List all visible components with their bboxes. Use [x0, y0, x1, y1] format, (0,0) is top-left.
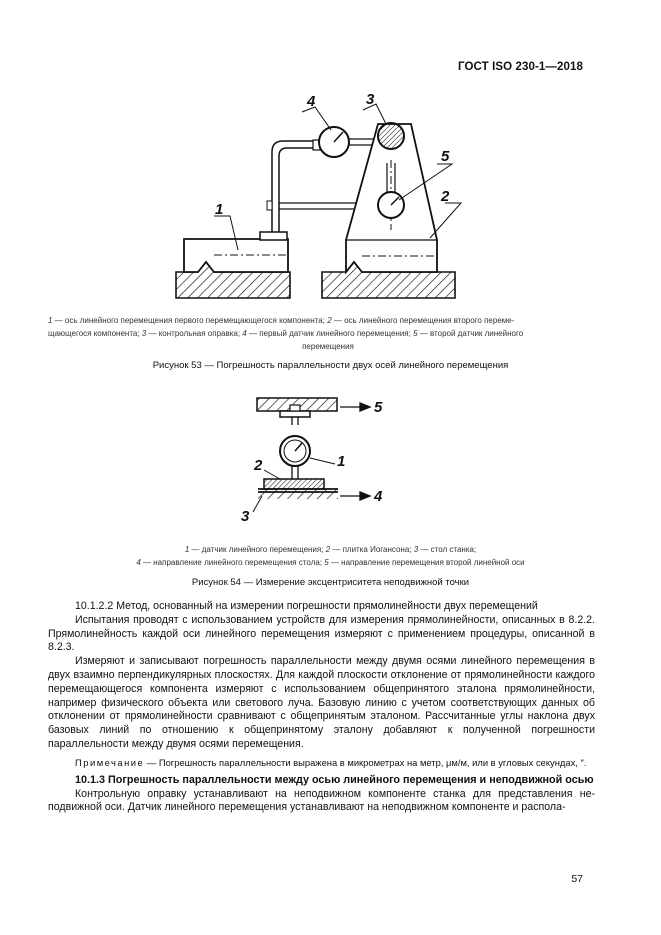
- fig54-label-1: 1: [337, 453, 346, 470]
- paragraph-3: Контрольную оправку устанавливают на неподвижном компоненте станка для представления неподвижной оси. Датчик линейного перемещения устанавливают на неподвижном компоненте и распола-: [48, 787, 595, 814]
- fig53-label-2: 2: [441, 188, 450, 205]
- fig53-label-3: 3: [366, 91, 375, 108]
- first-displacement-sensor: [313, 127, 378, 157]
- fig54-label-4: 4: [374, 488, 383, 505]
- section-10-1-3-heading: 10.1.3 Погрешность параллельности между осью линейного перемещения и неподвижной осью: [75, 773, 594, 786]
- paragraph-2: Измеряют и записывают погрешность параллельности между двумя осями линейного перемещения в двух взаимно перпендикулярных плоскостях. Для каждой плоскости отклонение от прямолинейности каждого перемещающегося компонента измеряют с использованием общепринятого эталона прямолинейности, например физического объекта или светового луча. Базовую линию с учетом соответствующих данных об отклонении от прямолинейности сравнивают с общепринятым эталоном. Рассчитанные углы наклона двух базовых линий по отношению к общепринятому эталону добавляют к полученной погрешности параллельности между двумя осями перемещения.: [48, 655, 595, 750]
- fig54-label-5: 5: [374, 399, 383, 416]
- figure-54-title: Рисунок 54 — Измерение эксцентриситета неподвижной точки: [191, 577, 470, 588]
- displacement-sensor-54: [280, 436, 310, 479]
- body-text: [48, 600, 595, 815]
- note: Примечание — Погрешность параллельности выражена в микрометрах на метр, μм/м, или в угловых секундах, ″.: [75, 756, 587, 768]
- figure-53-title: Рисунок 53 — Погрешность параллельности двух осей линейного перемещения: [152, 360, 509, 371]
- figure-54-diagram: [0, 380, 661, 540]
- fig54-label-2: 2: [254, 457, 263, 474]
- fig53-label-4: 4: [307, 93, 316, 110]
- machine-table: [258, 489, 338, 499]
- gauge-block: [264, 479, 324, 489]
- page-number: 57: [571, 873, 583, 885]
- document-header: ГОСТ ISO 230-1—2018: [458, 61, 583, 73]
- figure-54-labels: [241, 399, 383, 525]
- test-mandrel: [378, 123, 404, 149]
- section-10-1-2-2-heading: 10.1.2.2 Метод, основанный на измерении погрешности прямолинейности двух перемещений: [75, 600, 538, 612]
- figure-53-legend: 1 — ось линейного перемещения первого перемещающегося компонента; 2 — ось линейного перемещения второго переме- щающегося компонента; 3 — контрольная оправка; 4 — первый датчик линейного перемещения; 5 — второй датчик линейного перемещения: [48, 316, 524, 351]
- figure-54-legend: 1 — датчик линейного перемещения; 2 — плитка Иогансона; 3 — стол станка; 4 — направление линейного перемещения стола; 5 — направление перемещения второй линейной оси: [136, 545, 525, 567]
- figure-53-diagram: [0, 0, 661, 310]
- paragraph-1: Испытания проводят с использованием устройств для измерения прямолинейности, описанных в 8.2.2. Прямолинейность каждой оси линейного перемещения измеряют с применением процедуры, описанной в 8.2.3.: [48, 613, 595, 654]
- fig54-label-3: 3: [241, 508, 250, 525]
- fig53-label-5: 5: [441, 148, 450, 165]
- direction-arrows: [340, 403, 370, 500]
- first-moving-component: [184, 232, 288, 272]
- fig53-label-1: 1: [215, 201, 224, 218]
